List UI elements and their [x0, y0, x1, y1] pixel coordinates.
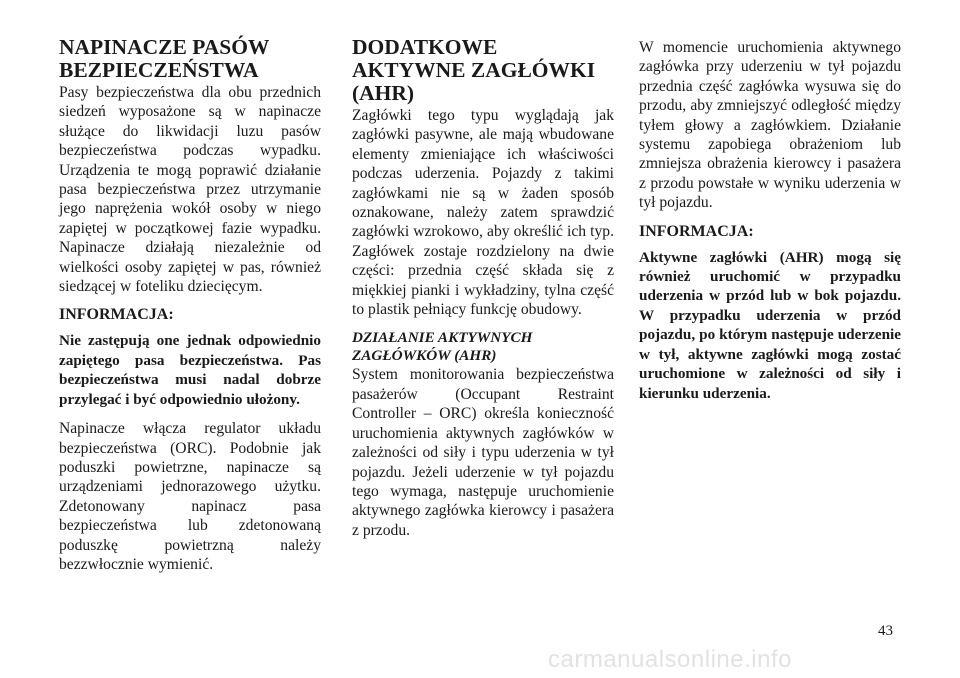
page-number: 43	[878, 623, 893, 639]
pretensioners-intro-paragraph: Pasy bezpieczeństwa dla obu przednich siedzeń wyposażone są w napinacze służące do likwidacji luzu pasów bezpieczeństwa podczas wypadku. Urządzenia te mogą poprawić działanie pasa bezpieczeństwa przez utrzymanie jego naprężenia wokół osoby w niego zapiętej w początkowej fazie wypadku. Napinacze działają niezależnie od wielkości osoby zapiętej w pas, również siedzącej w foteliku dziecięcym.	[59, 84, 321, 296]
pretensioners-orc-paragraph: Napinacze włącza regulator układu bezpieczeństwa (ORC). Podobnie jak poduszki powietrzne, napinacze są urządzeniami jednorazowego użytku. Zdetonowany napinacz pasa bezpieczeństwa lub zdetonowaną poduszkę powietrzną należy bezzwłocznie wymienić.	[59, 420, 321, 573]
watermark: carmanualsonline.info	[548, 646, 792, 673]
ahr-orc-paragraph: System monitorowania bezpieczeństwa pasażerów (Occupant Restraint Controller – ORC) określa konieczność uruchomienia aktywnych zagłówków w zależności od siły i typu uderzenia w tył pojazdu. Jeżeli uderzenie w tył pojazdu tego wymaga, następuje uruchomienie aktywnego zagłówka kierowcy i pasażera z przodu.	[352, 366, 614, 539]
column-3	[639, 38, 901, 413]
column-2	[352, 36, 614, 540]
section-heading-seatbelt-pretensioners: NAPINACZE PASÓW BEZPIECZEŃSTWA	[59, 35, 270, 82]
info-text: Nie zastępują one jednak odpowiednio zapiętego pasa bezpieczeństwa. Pas bezpieczeństwa musi nadal dobrze przylegać i być odpowiednio ułożony.	[59, 332, 321, 408]
ahr-deployment-paragraph: W momencie uruchomienia aktywnego zagłówka przy uderzeniu w tył pojazdu przednia część zagłówka wysuwa się do przodu, aby zmniejszyć odległość między tyłem głowy a zagłówkiem. Działanie systemu zapobiega obrażeniom lub zmniejsza obrażenia kierowcy i pasażera z przodu powstałe w wyniku uderzenia w tył pojazdu.	[639, 39, 901, 212]
info-text: Aktywne zagłówki (AHR) mogą się również uruchomić w przypadku uderzenia w przód lub w bok pojazdu. W przypadku uderzenia w przód pojazdu, po którym następuje uderzenie w tył, aktywne zagłówki mogą zostać uruchomione w zależności od siły i kierunku uderzenia.	[639, 248, 901, 402]
ahr-intro-paragraph: Zagłówki tego typu wyglądają jak zagłówki pasywne, ale mają wbudowane elementy zmieniające ich właściwości podczas uderzenia. Pojazdy z takimi zagłówkami nie są w żaden sposób oznakowane, należy zatem sprawdzić zagłówki wzrokowo, aby określić ich typ. Zagłówek zostaje rozdzielony na dwie części: przednia część składa się z miękkiej pianki i wykładziny, tylna część to plastik pełniący funkcję obudowy.	[352, 107, 614, 319]
info-label: INFORMACJA:	[59, 306, 174, 324]
ahr-operation-subheading: DZIAŁANIE AKTYWNYCH ZAGŁÓWKÓW (AHR)	[352, 329, 533, 365]
info-label: INFORMACJA:	[639, 222, 754, 240]
column-1	[59, 36, 321, 574]
section-heading-active-head-restraints: DODATKOWE AKTYWNE ZAGŁÓWKI (AHR)	[352, 35, 596, 105]
